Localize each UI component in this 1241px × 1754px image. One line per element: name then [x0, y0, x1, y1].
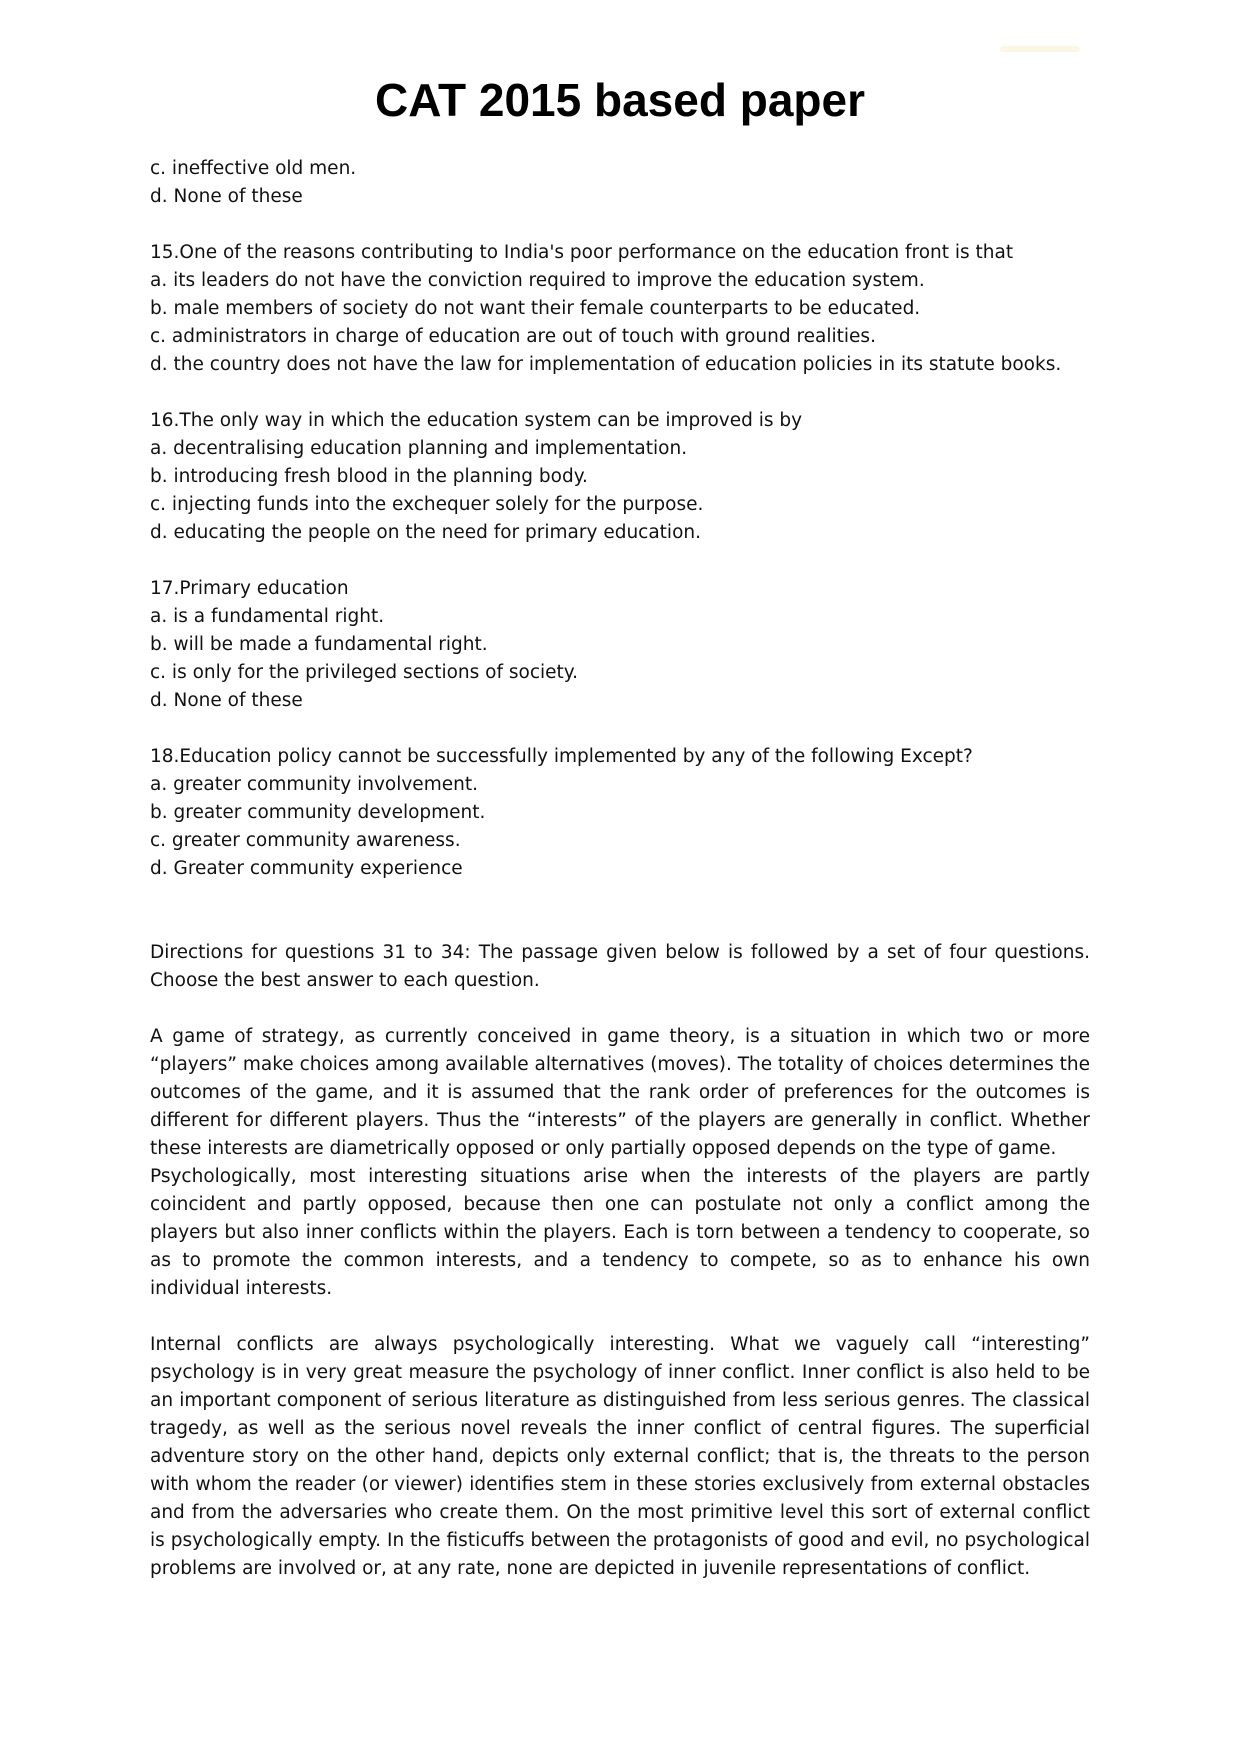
option-d: d. Greater community experience	[150, 858, 463, 879]
option-a: a. is a fundamental right.	[150, 606, 385, 627]
previous-question-options	[150, 155, 1090, 211]
passage-paragraph-3: Internal conflicts are always psychologically interesting. What we vaguely call “interesting” psychology is in very great measure the psychology of inner conflict. Inner conflict is also held to be an important component of serious literature as distinguished from less serious genres. The classical tragedy, as well as the serious novel reveals the inner conflict of central figures. The superficial adventure story on the other hand, depicts only external conflict; that is, the threats to the person with whom the reader (or viewer) identifies stem in these stories exclusively from external obstacles and from the adversaries who create them. On the most primitive level this sort of external conflict is psychologically empty. In the fisticuffs between the protagonists of good and evil, no psychological problems are involved or, at any rate, none are depicted in juvenile representations of conflict.	[150, 1334, 1090, 1579]
option-b: b. greater community development.	[150, 802, 486, 823]
option-b: b. will be made a fundamental right.	[150, 634, 488, 655]
section-spacer	[150, 911, 1090, 939]
page-content	[150, 155, 1090, 1583]
option-d: d. educating the people on the need for primary education.	[150, 522, 701, 543]
option-d: d. None of these	[150, 186, 303, 207]
question-stem: 17.Primary education	[150, 578, 349, 599]
question-15	[150, 239, 1090, 379]
option-c: c. injecting funds into the exchequer solely for the purpose.	[150, 494, 704, 515]
option-a: a. its leaders do not have the conviction required to improve the education system.	[150, 270, 925, 291]
option-c: c. administrators in charge of education are out of touch with ground realities.	[150, 326, 876, 347]
question-stem: 18.Education policy cannot be successfully implemented by any of the following Except?	[150, 746, 973, 767]
option-d: d. the country does not have the law for implementation of education policies in its statute books.	[150, 354, 1062, 375]
question-18	[150, 743, 1090, 883]
option-d: d. None of these	[150, 690, 303, 711]
question-16	[150, 407, 1090, 547]
option-b: b. introducing fresh blood in the planning body.	[150, 466, 588, 487]
passage-paragraph-2: Psychologically, most interesting situations arise when the interests of the players are partly coincident and partly opposed, because then one can postulate not only a conflict among the players but also inner conflicts within the players. Each is torn between a tendency to cooperate, so as to promote the common interests, and a tendency to compete, so as to enhance his own individual interests.	[150, 1166, 1090, 1299]
option-c: c. greater community awareness.	[150, 830, 461, 851]
option-a: a. decentralising education planning and implementation.	[150, 438, 688, 459]
option-c: c. ineffective old men.	[150, 158, 357, 179]
option-b: b. male members of society do not want their female counterparts to be educated.	[150, 298, 921, 319]
option-c: c. is only for the privileged sections of society.	[150, 662, 578, 683]
question-17	[150, 575, 1090, 715]
question-stem: 16.The only way in which the education system can be improved is by	[150, 410, 803, 431]
page-title: CAT 2015 based paper	[374, 74, 865, 126]
scan-mark	[1000, 46, 1080, 52]
option-a: a. greater community involvement.	[150, 774, 478, 795]
directions-text: Directions for questions 31 to 34: The passage given below is followed by a set of four questions. Choose the best answer to each question.	[150, 942, 1090, 991]
question-stem: 15.One of the reasons contributing to India's poor performance on the education front is that	[150, 242, 1014, 263]
passage-paragraph-1: A game of strategy, as currently conceived in game theory, is a situation in which two or more “players” make choices among available alternatives (moves). The totality of choices determines the outcomes of the game, and it is assumed that the rank order of preferences for the outcomes is different for different players. Thus the “interests” of the players are generally in conflict. Whether these interests are diametrically opposed or only partially opposed depends on the type of game.	[150, 1026, 1090, 1159]
